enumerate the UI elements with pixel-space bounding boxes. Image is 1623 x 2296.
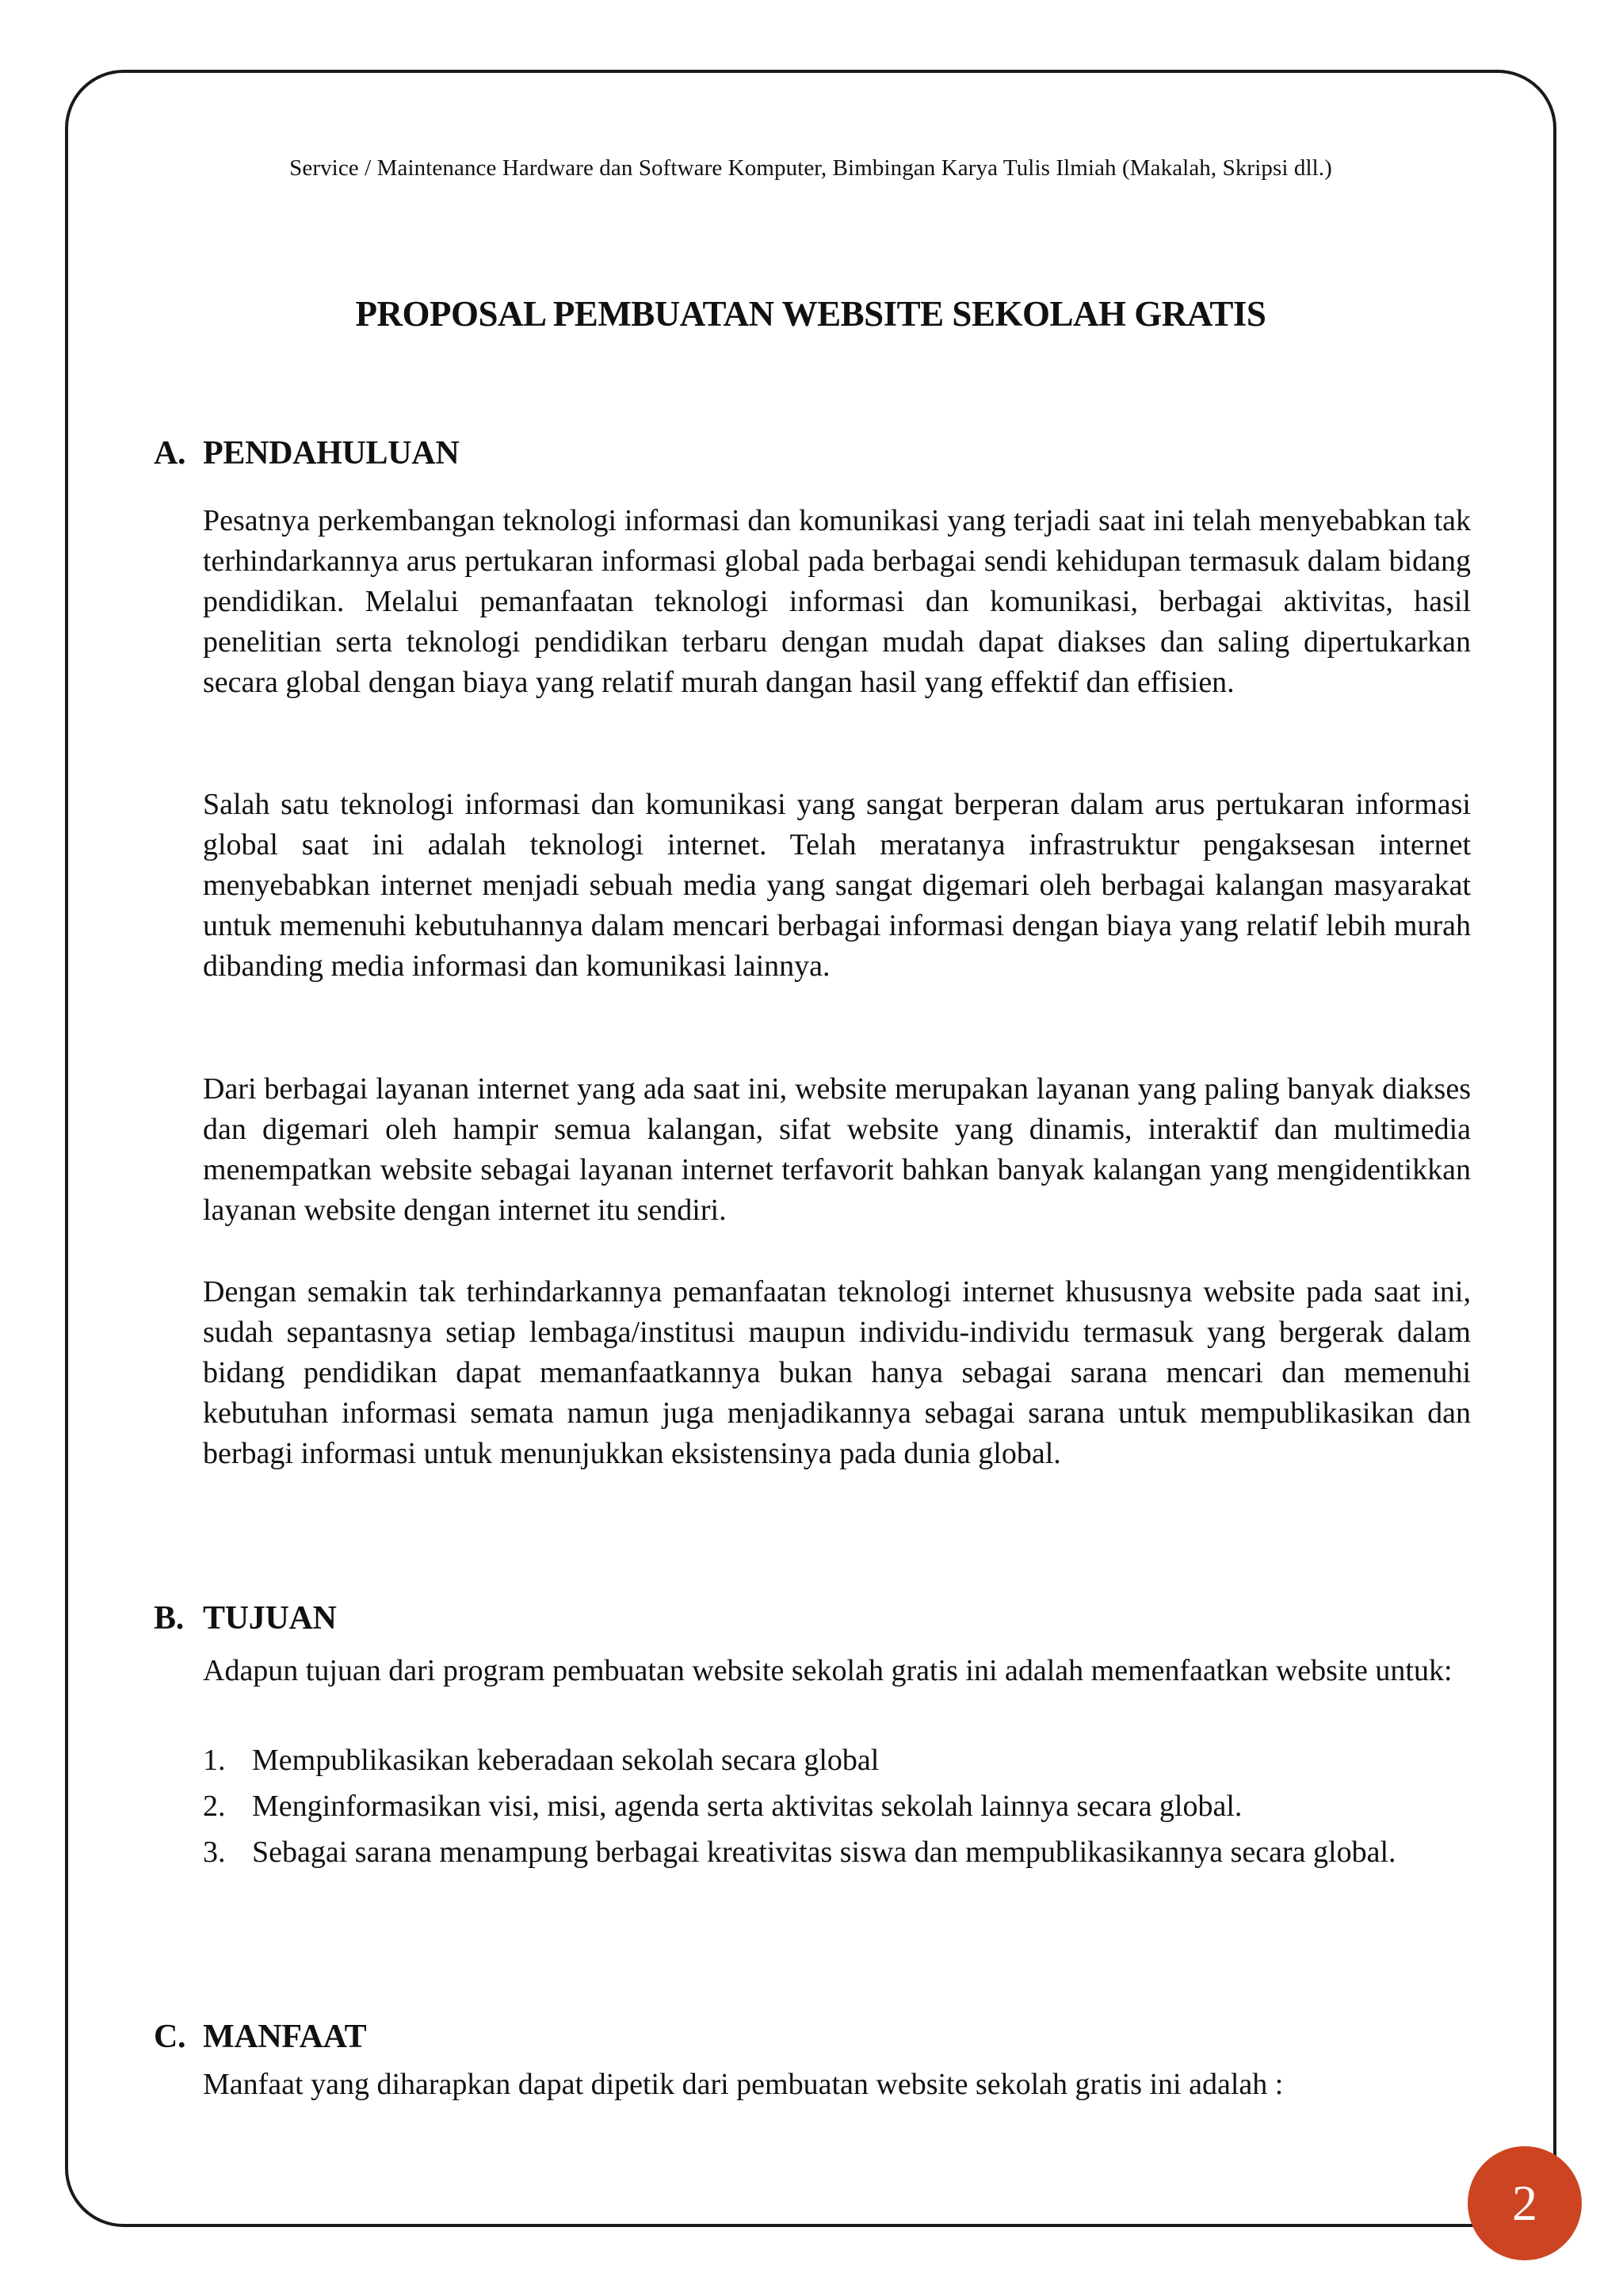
document-title: PROPOSAL PEMBUATAN WEBSITE SEKOLAH GRATIS	[355, 294, 1266, 334]
section-a-paragraph-3: Dari berbagai layanan internet yang ada saat ini, website merupakan layanan yang paling banyak diakses dan digemari oleh hampir semua kalangan, sifat website yang dinamis, interaktif dan multimedia menempatkan website sebagai layanan internet terfavorit bahkan banyak kalangan yang mengidentikkan layanan website dengan internet itu sendiri.	[203, 1072, 1471, 1227]
section-a-paragraph-2: Salah satu teknologi informasi dan komunikasi yang sangat berperan dalam arus pertukaran informasi global saat ini adalah teknologi internet. Telah meratanya infrastruktur pengaksesan internet menyebabkan internet menjadi sebuah media yang sangat digemari oleh berbagai kalangan masyarakat untuk memenuhi kebutuhannya dalam mencari berbagai informasi dengan biaya yang relatif lebih murah dibanding media informasi dan komunikasi lainnya.	[203, 788, 1471, 983]
section-a-heading	[154, 434, 459, 472]
list-item-number: 1.	[203, 1744, 226, 1777]
section-a-title: PENDAHULUAN	[203, 435, 460, 472]
section-a-letter: A.	[154, 435, 186, 472]
section-c-heading	[154, 2018, 366, 2056]
list-item-text: Sebagai sarana menampung berbagai kreativitas siswa dan mempublikasikannya secara global.	[252, 1836, 1396, 1869]
section-b-letter: B.	[154, 1600, 184, 1637]
section-a-paragraph-4: Dengan semakin tak terhindarkannya pemanfaatan teknologi internet khususnya website pada saat ini, sudah sepantasnya setiap lembaga/institusi maupun individu-individu termasuk yang bergerak dalam bidang pendidikan dapat memanfaatkannya bukan hanya sebagai sarana mencari dan memenuhi kebutuhan informasi semata namun juga menjadikannya sebagai sarana untuk mempublikasikan dan berbagi informasi untuk menunjukkan eksistensinya pada dunia global.	[203, 1275, 1471, 1470]
section-b-title: TUJUAN	[203, 1600, 337, 1637]
list-item-text: Mempublikasikan keberadaan sekolah secara global	[252, 1744, 880, 1777]
section-a-paragraph-1: Pesatnya perkembangan teknologi informasi dan komunikasi yang terjadi saat ini telah menyebabkan tak terhindarkannya arus pertukaran informasi global pada berbagai sendi kehidupan termasuk dalam bidang pendidikan. Melalui pemanfaatan teknologi informasi dan komunikasi, berbagai aktivitas, hasil penelitian serta teknologi pendidikan terbaru dengan mudah dapat diakses dan saling dipertukarkan secara global dengan biaya yang relatif murah dangan hasil yang effektif dan effisien.	[203, 504, 1471, 699]
list-item-text: Menginformasikan visi, misi, agenda serta aktivitas sekolah lainnya secara global.	[252, 1790, 1243, 1823]
page-header: Service / Maintenance Hardware dan Software Komputer, Bimbingan Karya Tulis Ilmiah (Makalah, Skripsi dll.)	[289, 155, 1332, 181]
section-c-title: MANFAAT	[203, 2019, 367, 2055]
objectives-list	[203, 1737, 1471, 1875]
list-item	[203, 1783, 1471, 1829]
section-c-intro: Manfaat yang diharapkan dapat dipetik dari pembuatan website sekolah gratis ini adalah :	[203, 2068, 1284, 2101]
section-b-heading	[154, 1599, 337, 1637]
section-b-intro: Adapun tujuan dari program pembuatan website sekolah gratis ini adalah memenfaatkan website untuk:	[203, 1654, 1453, 1687]
list-item	[203, 1737, 1471, 1783]
list-item	[203, 1829, 1471, 1875]
section-c-letter: C.	[154, 2019, 186, 2055]
list-item-number: 2.	[203, 1790, 226, 1823]
list-item-number: 3.	[203, 1836, 226, 1869]
page-number-badge: 2	[1468, 2146, 1582, 2260]
